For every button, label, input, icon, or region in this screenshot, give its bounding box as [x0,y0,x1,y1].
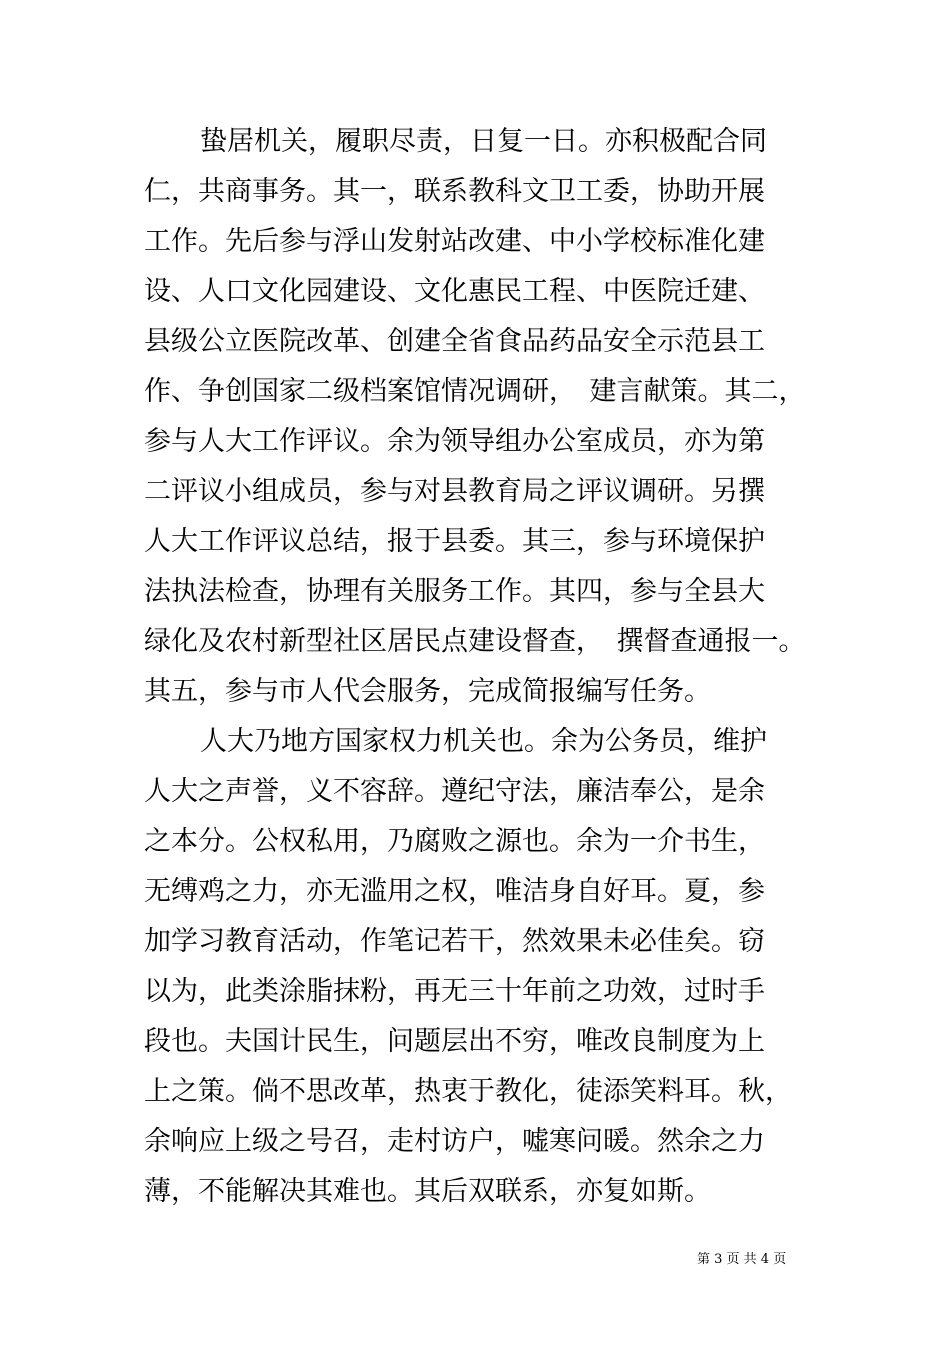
text-line: 之本分。公权私用，乃腐败之源也。余为一介书生， [144,826,765,857]
text-line: 二评议小组成员，参与对县教育局之评议调研。另撰 [144,476,765,507]
text-line: 作、争创国家二级档案馆情况调研， 建言献策。其二， [144,376,806,407]
text-line: 以为，此类涂脂抹粉，再无三十年前之功效，过时手 [144,976,765,1007]
text-line: 其五，参与市人代会服务，完成简报编写任务。 [144,676,711,707]
text-line: 法执法检查，协理有关服务工作。其四，参与全县大 [144,576,765,607]
text-line: 仁，共商事务。其一，联系教科文卫工委，协助开展 [144,176,765,207]
text-line: 人大乃地方国家权力机关也。余为公务员，维护 [200,726,767,757]
text-line: 人大工作评议总结，报于县委。其三，参与环境保护 [144,526,765,557]
text-line: 无缚鸡之力，亦无滥用之权，唯洁身自好耳。夏，参 [144,876,765,907]
text-line: 县级公立医院改革、创建全省食品药品安全示范县工 [144,326,765,357]
text-line: 参与人大工作评议。余为领导组办公室成员，亦为第 [144,426,765,457]
paragraph-1 [144,117,824,717]
text-line: 薄，不能解决其难也。其后双联系，亦复如斯。 [144,1176,711,1207]
paragraph-2 [144,717,824,1217]
text-line: 上之策。倘不思改革，热衷于教化，徒添笑料耳。秋， [144,1076,792,1107]
text-line: 人大之声誉，义不容辞。遵纪守法，廉洁奉公，是余 [144,776,765,807]
text-line: 蛰居机关，履职尽责，日复一日。亦积极配合同 [200,126,767,157]
text-line: 加学习教育活动，作笔记若干，然效果未必佳矣。窃 [144,926,765,957]
text-line: 工作。先后参与浮山发射站改建、中小学校标准化建 [144,226,765,257]
document-body [144,117,824,1217]
text-line: 余响应上级之号召，走村访户，嘘寒问暖。然余之力 [144,1126,765,1157]
text-line: 设、人口文化园建设、文化惠民工程、中医院迁建、 [144,276,765,307]
page-number: 第 3 页 共 4 页 [697,1252,787,1267]
text-line: 段也。夫国计民生，问题层出不穷，唯改良制度为上 [144,1026,765,1057]
text-line: 绿化及农村新型社区居民点建设督查， 撰督查通报一。 [144,626,806,657]
